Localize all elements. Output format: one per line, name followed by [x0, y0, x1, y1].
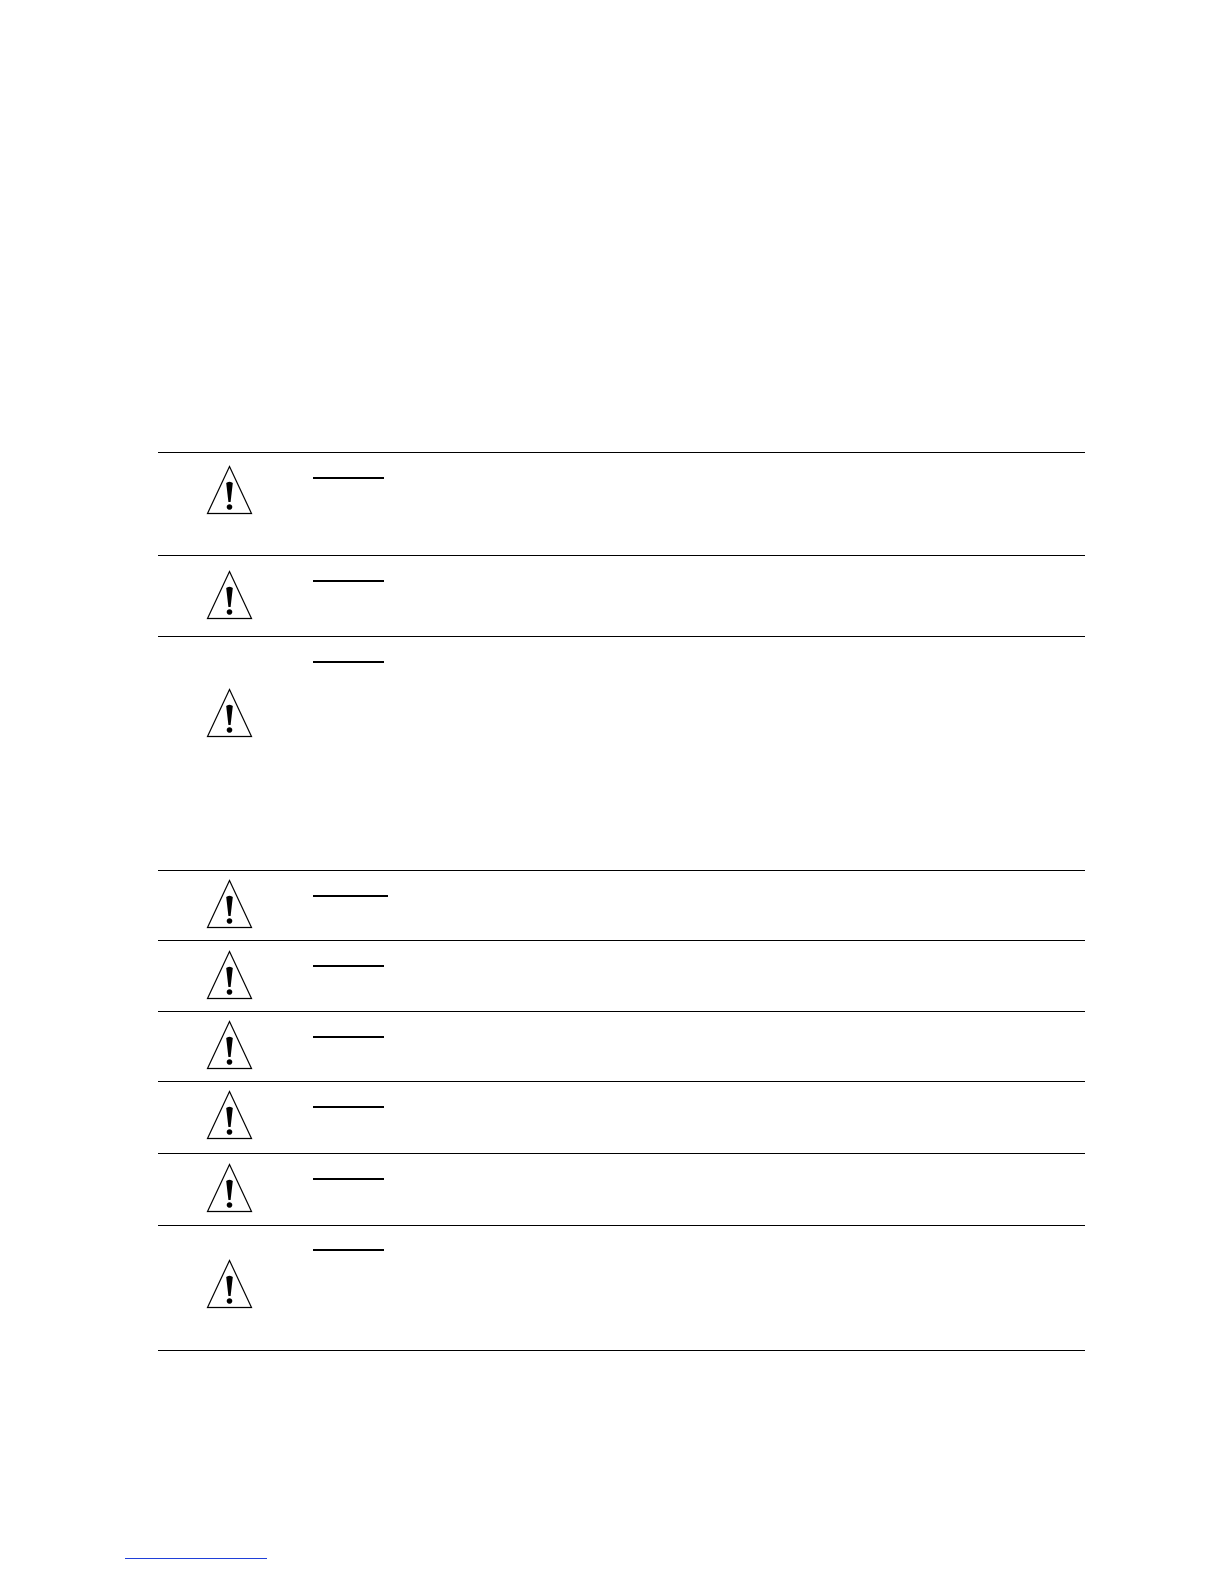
warning-triangle-icon	[206, 1163, 253, 1213]
warning-heading-underline	[313, 580, 384, 582]
warning-row	[158, 870, 1085, 940]
warning-heading-underline	[313, 1178, 384, 1180]
warning-row	[158, 555, 1085, 636]
warning-triangle-icon	[206, 1090, 253, 1140]
warning-heading-underline	[313, 1106, 384, 1108]
warning-row	[158, 636, 1085, 870]
warning-row	[158, 1081, 1085, 1153]
warning-row	[158, 1153, 1085, 1225]
warning-row	[158, 1011, 1085, 1081]
table-rule-bottom	[158, 1350, 1085, 1351]
warning-heading-underline	[313, 895, 388, 897]
warning-triangle-icon	[206, 570, 253, 620]
warning-heading-underline	[313, 477, 384, 479]
warning-row	[158, 452, 1085, 555]
warning-triangle-icon	[206, 1259, 253, 1309]
footnote-separator	[125, 1558, 267, 1559]
warning-triangle-icon	[206, 688, 253, 738]
warning-row	[158, 940, 1085, 1011]
warning-heading-underline	[313, 1036, 384, 1038]
warning-heading-underline	[313, 1249, 384, 1251]
warning-triangle-icon	[206, 950, 253, 1000]
warning-triangle-icon	[206, 879, 253, 929]
warning-heading-underline	[313, 661, 384, 663]
warning-heading-underline	[313, 965, 384, 967]
warning-triangle-icon	[206, 465, 253, 515]
warning-triangle-icon	[206, 1020, 253, 1070]
warning-row	[158, 1225, 1085, 1350]
